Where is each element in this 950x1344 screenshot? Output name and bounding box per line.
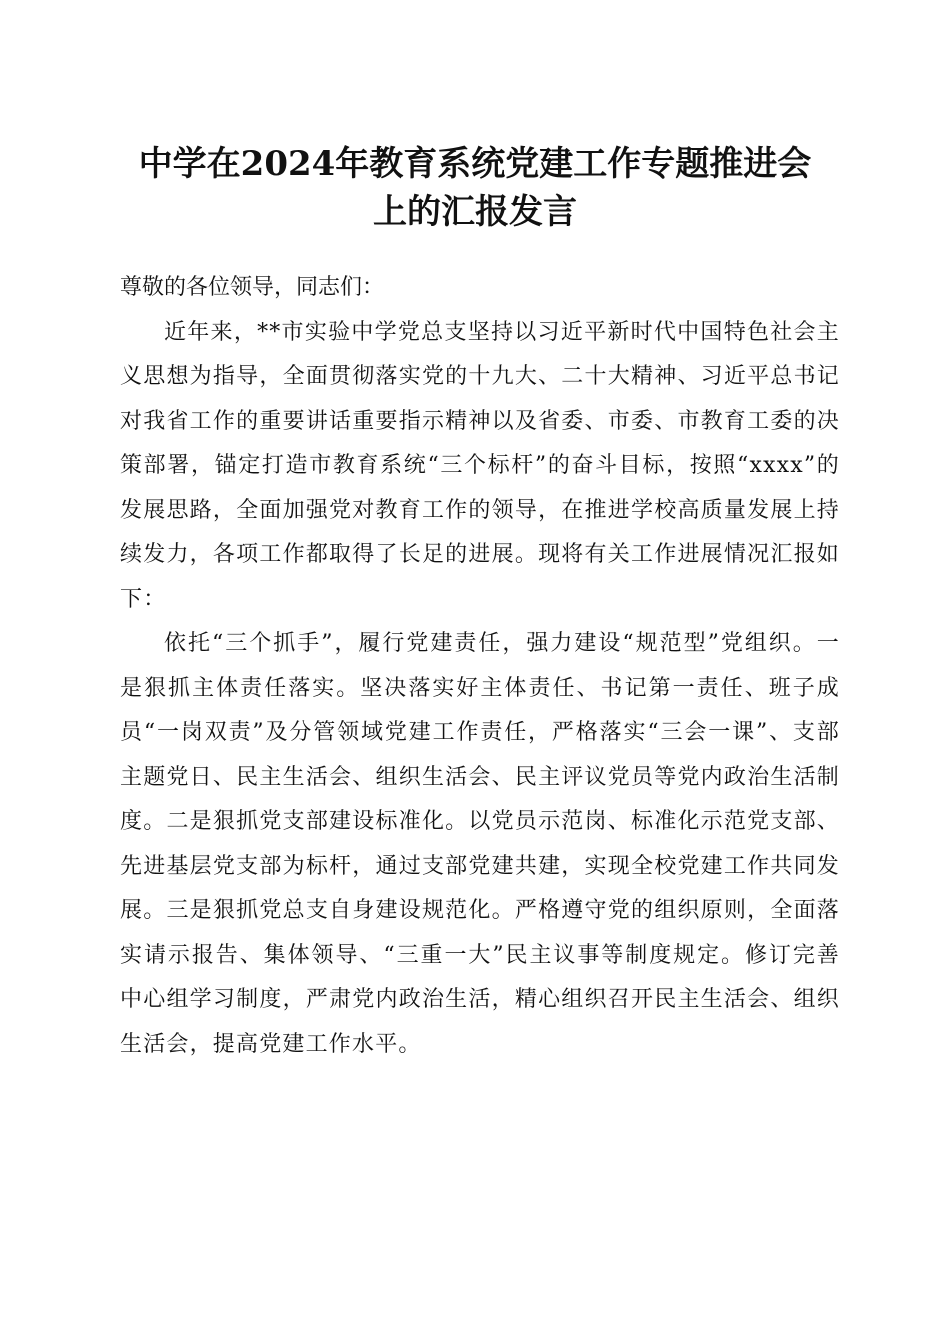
document-title (100, 140, 850, 236)
salutation: 尊敬的各位领导，同志们： (120, 275, 385, 300)
title-line-2: 上的汇报发言 (373, 192, 577, 232)
paragraph-intro: 近年来，**市实验中学党总支坚持以习近平新时代中国特色社会主义思想为指导，全面贯彻落实党的十九大、二十大精神、习近平总书记对我省工作的重要讲话重要指示精神以及省委、市委、市教育工委的决策部署，锚定打造市教育系统“三个标杆”的奋斗目标，按照“xxxx”的发展思路，全面加强党对教育工作的领导，在推进学校高质量发展上持续发力，各项工作都取得了长足的进展。现将有关工作进展情况汇报如下： (120, 319, 840, 612)
document-body (120, 266, 840, 1067)
title-line-1: 中学在2024年教育系统党建工作专题推进会 (138, 144, 812, 184)
paragraph-party-building: 依托“三个抓手”，履行党建责任，强力建设“规范型”党组织。一是狠抓主体责任落实。坚决落实好主体责任、书记第一责任、班子成员“一岗双责”及分管领域党建工作责任，严格落实“三会一课”、支部主题党日、民主生活会、组织生活会、民主评议党员等党内政治生活制度。二是狠抓党支部建设标准化。以党员示范岗、标准化示范党支部、先进基层党支部为标杆，通过支部党建共建，实现全校党建工作共同发展。三是狠抓党总支自身建设规范化。严格遵守党的组织原则，全面落实请示报告、集体领导、“三重一大”民主议事等制度规定。修订完善中心组学习制度，严肃党内政治生活，精心组织召开民主生活会、组织生活会，提高党建工作水平。 (120, 631, 840, 1057)
